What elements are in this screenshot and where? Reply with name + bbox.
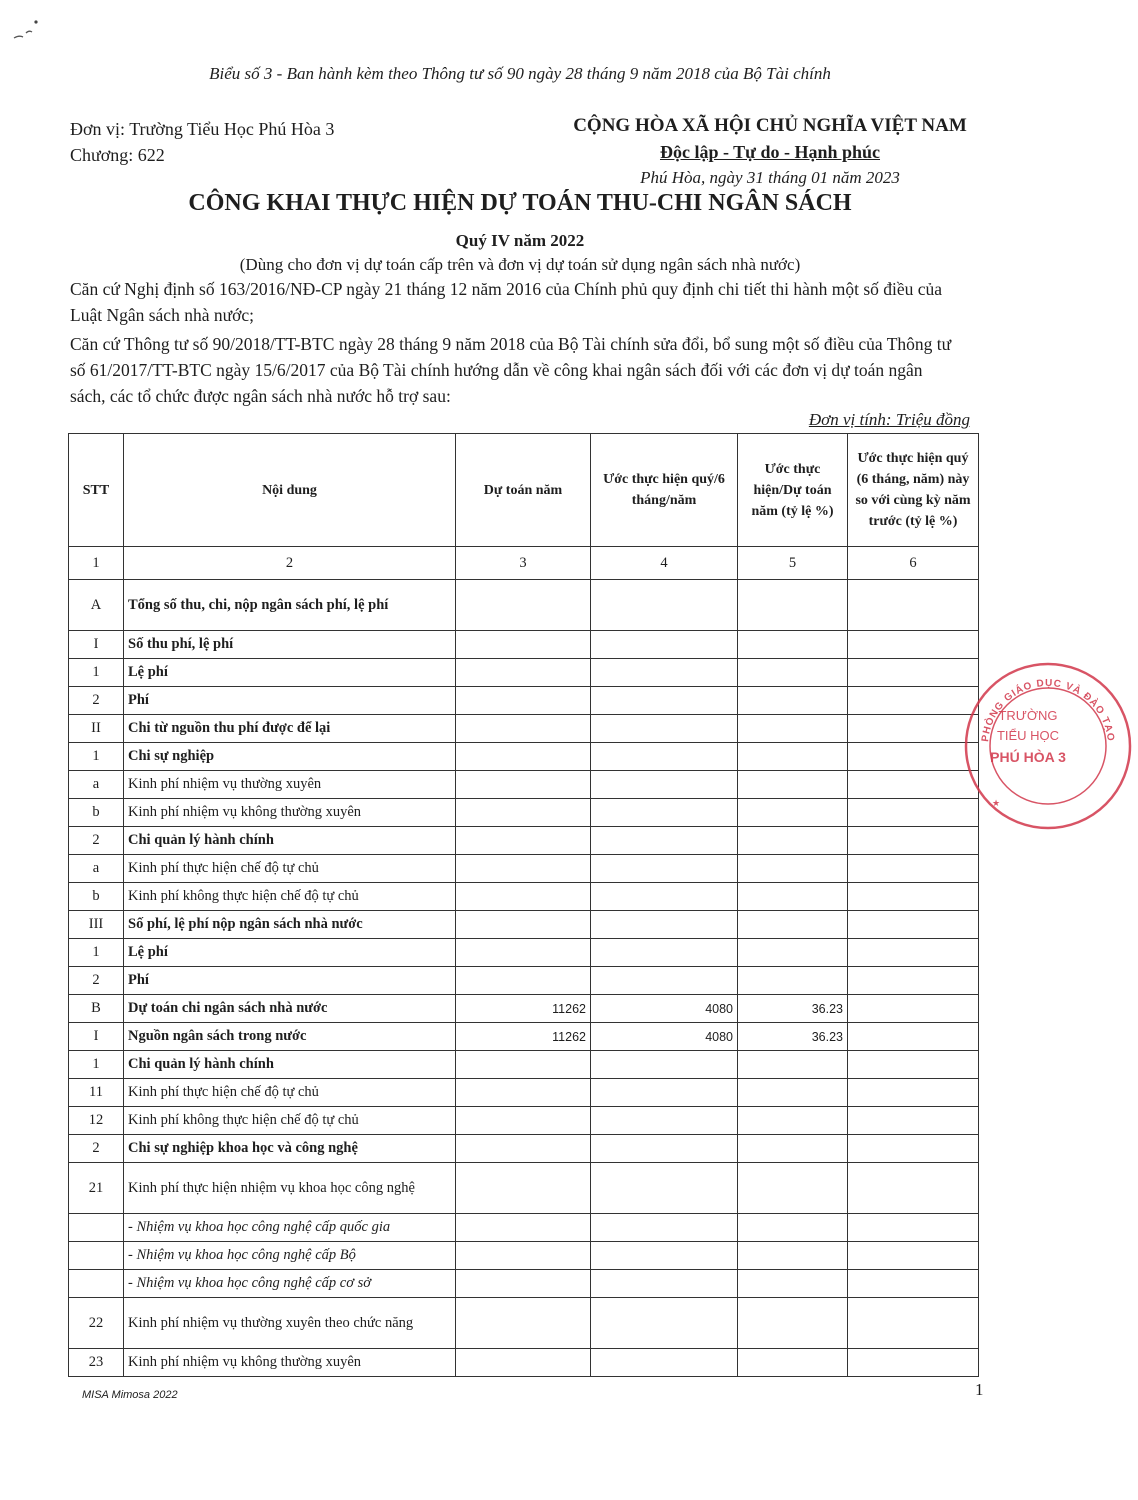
column-header: STT bbox=[69, 434, 124, 547]
estimated-execution-cell bbox=[591, 743, 738, 771]
legal-basis-2: Căn cứ Thông tư số 90/2018/TT-BTC ngày 28 tháng 9 năm 2018 của Bộ Tài chính sửa đổi, bổ sung một số điều của Thông tư số 61/2017/TT-BTC ngày 15/6/2017 của Bộ Tài chính hướng dẫn về công khai ngân sách đối với các đơn vị dự toán ngân sách, các tổ chức được ngân sách nhà nước hỗ trợ sau: bbox=[70, 334, 952, 406]
content-cell: Kinh phí nhiệm vụ thường xuyên theo chức năng bbox=[124, 1298, 456, 1349]
table-row bbox=[69, 1079, 979, 1107]
estimated-execution-cell bbox=[591, 1051, 738, 1079]
year-over-year-cell bbox=[848, 911, 979, 939]
estimated-execution-cell bbox=[591, 1135, 738, 1163]
stt-cell: 2 bbox=[69, 827, 124, 855]
estimated-execution-cell bbox=[591, 827, 738, 855]
execution-ratio-cell bbox=[738, 911, 848, 939]
table-row bbox=[69, 1214, 979, 1242]
execution-ratio-cell bbox=[738, 743, 848, 771]
year-over-year-cell bbox=[848, 967, 979, 995]
column-index: 6 bbox=[848, 547, 979, 580]
year-over-year-cell bbox=[848, 1270, 979, 1298]
content-cell: Phí bbox=[124, 967, 456, 995]
stt-cell: a bbox=[69, 855, 124, 883]
svg-text:PHÚ HÒA 3: PHÚ HÒA 3 bbox=[990, 749, 1066, 765]
table-row bbox=[69, 631, 979, 659]
document-date: Phú Hòa, ngày 31 tháng 01 năm 2023 bbox=[640, 168, 900, 187]
column-index: 2 bbox=[124, 547, 456, 580]
estimated-execution-cell bbox=[591, 659, 738, 687]
execution-ratio-cell bbox=[738, 967, 848, 995]
budget-table bbox=[68, 433, 979, 1377]
stt-cell: 11 bbox=[69, 1079, 124, 1107]
column-header: Ước thực hiện quý (6 tháng, năm) này so với cùng kỳ năm trước (tỷ lệ %) bbox=[848, 434, 979, 547]
estimated-execution-cell bbox=[591, 911, 738, 939]
content-cell: Kinh phí không thực hiện chế độ tự chủ bbox=[124, 1107, 456, 1135]
year-over-year-cell bbox=[848, 1079, 979, 1107]
year-over-year-cell bbox=[848, 1023, 979, 1051]
stt-cell: II bbox=[69, 715, 124, 743]
year-over-year-cell bbox=[848, 631, 979, 659]
annual-estimate-cell bbox=[456, 659, 591, 687]
svg-text:★: ★ bbox=[992, 798, 1001, 808]
year-over-year-cell bbox=[848, 1298, 979, 1349]
year-over-year-cell bbox=[848, 1051, 979, 1079]
content-cell: Lệ phí bbox=[124, 939, 456, 967]
stt-cell: III bbox=[69, 911, 124, 939]
software-brand: MISA Mimosa 2022 bbox=[82, 1389, 178, 1401]
svg-text:TIỂU HỌC: TIỂU HỌC bbox=[996, 728, 1060, 743]
stt-cell: 22 bbox=[69, 1298, 124, 1349]
year-over-year-cell bbox=[848, 995, 979, 1023]
execution-ratio-cell bbox=[738, 1107, 848, 1135]
column-header: Nội dung bbox=[124, 434, 456, 547]
content-cell: Số phí, lệ phí nộp ngân sách nhà nước bbox=[124, 911, 456, 939]
table-row bbox=[69, 883, 979, 911]
unit-name: Đơn vị: Trường Tiểu Học Phú Hòa 3 bbox=[70, 119, 335, 139]
content-cell: Kinh phí thực hiện nhiệm vụ khoa học công nghệ bbox=[124, 1163, 456, 1214]
table-row bbox=[69, 799, 979, 827]
execution-ratio-cell bbox=[738, 1135, 848, 1163]
estimated-execution-cell bbox=[591, 715, 738, 743]
estimated-execution-cell bbox=[591, 939, 738, 967]
table-row bbox=[69, 939, 979, 967]
table-row bbox=[69, 1135, 979, 1163]
annual-estimate-cell bbox=[456, 799, 591, 827]
table-row bbox=[69, 771, 979, 799]
stt-cell: 1 bbox=[69, 939, 124, 967]
currency-unit: Đơn vị tính: Triệu đồng bbox=[808, 410, 970, 429]
estimated-execution-cell bbox=[591, 580, 738, 631]
table-row bbox=[69, 855, 979, 883]
execution-ratio-cell bbox=[738, 1298, 848, 1349]
annual-estimate-cell bbox=[456, 580, 591, 631]
table-row bbox=[69, 743, 979, 771]
svg-text:PHÒNG GIÁO DỤC VÀ ĐÀO TẠO: PHÒNG GIÁO DỤC VÀ ĐÀO TẠO bbox=[980, 677, 1116, 743]
estimated-execution-cell: 4080 bbox=[591, 995, 738, 1023]
annual-estimate-cell bbox=[456, 1079, 591, 1107]
column-index: 4 bbox=[591, 547, 738, 580]
column-index-row bbox=[69, 547, 979, 580]
year-over-year-cell bbox=[848, 1163, 979, 1214]
content-cell: Chi quản lý hành chính bbox=[124, 1051, 456, 1079]
estimated-execution-cell bbox=[591, 1079, 738, 1107]
content-cell: Nguồn ngân sách trong nước bbox=[124, 1023, 456, 1051]
estimated-execution-cell bbox=[591, 1214, 738, 1242]
year-over-year-cell bbox=[848, 1242, 979, 1270]
table-body bbox=[69, 580, 979, 1377]
national-motto: Độc lập - Tự do - Hạnh phúc bbox=[659, 142, 881, 162]
execution-ratio-cell bbox=[738, 1270, 848, 1298]
annual-estimate-cell bbox=[456, 967, 591, 995]
estimated-execution-cell bbox=[591, 1270, 738, 1298]
table-row bbox=[69, 580, 979, 631]
column-header: Ước thực hiện quý/6 tháng/năm bbox=[591, 434, 738, 547]
official-seal bbox=[958, 656, 1138, 836]
table-row bbox=[69, 1242, 979, 1270]
execution-ratio-cell bbox=[738, 580, 848, 631]
national-header bbox=[520, 113, 1020, 191]
annual-estimate-cell bbox=[456, 855, 591, 883]
annual-estimate-cell bbox=[456, 1270, 591, 1298]
content-cell: Dự toán chi ngân sách nhà nước bbox=[124, 995, 456, 1023]
annual-estimate-cell bbox=[456, 1135, 591, 1163]
content-cell: - Nhiệm vụ khoa học công nghệ cấp cơ sở bbox=[124, 1270, 456, 1298]
table-row bbox=[69, 911, 979, 939]
execution-ratio-cell bbox=[738, 1242, 848, 1270]
annual-estimate-cell bbox=[456, 911, 591, 939]
stt-cell bbox=[69, 1270, 124, 1298]
annual-estimate-cell bbox=[456, 827, 591, 855]
content-cell: Kinh phí không thực hiện chế độ tự chủ bbox=[124, 883, 456, 911]
year-over-year-cell bbox=[848, 883, 979, 911]
annual-estimate-cell bbox=[456, 715, 591, 743]
table-row bbox=[69, 827, 979, 855]
execution-ratio-cell bbox=[738, 1051, 848, 1079]
estimated-execution-cell bbox=[591, 855, 738, 883]
estimated-execution-cell bbox=[591, 1349, 738, 1377]
content-cell: Phí bbox=[124, 687, 456, 715]
column-header: Dự toán năm bbox=[456, 434, 591, 547]
stt-cell bbox=[69, 1242, 124, 1270]
content-cell: Kinh phí nhiệm vụ không thường xuyên bbox=[124, 1349, 456, 1377]
table-row bbox=[69, 1298, 979, 1349]
legal-basis-1: Căn cứ Nghị định số 163/2016/NĐ-CP ngày 21 tháng 12 năm 2016 của Chính phủ quy định chi tiết thi hành một số điều của Luật Ngân sách nhà nước; bbox=[70, 279, 943, 325]
stt-cell: 2 bbox=[69, 1135, 124, 1163]
table-row bbox=[69, 1023, 979, 1051]
table-row bbox=[69, 659, 979, 687]
stt-cell: B bbox=[69, 995, 124, 1023]
table-row bbox=[69, 1270, 979, 1298]
execution-ratio-cell bbox=[738, 855, 848, 883]
estimated-execution-cell bbox=[591, 1163, 738, 1214]
execution-ratio-cell bbox=[738, 939, 848, 967]
execution-ratio-cell bbox=[738, 771, 848, 799]
column-index: 1 bbox=[69, 547, 124, 580]
table-row bbox=[69, 687, 979, 715]
stt-cell: 1 bbox=[69, 1051, 124, 1079]
annual-estimate-cell bbox=[456, 743, 591, 771]
regulation-note: Biểu số 3 - Ban hành kèm theo Thông tư số 90 ngày 28 tháng 9 năm 2018 của Bộ Tài chính bbox=[209, 64, 831, 83]
usage-note: (Dùng cho đơn vị dự toán cấp trên và đơn vị dự toán sử dụng ngân sách nhà nước) bbox=[239, 255, 801, 274]
year-over-year-cell bbox=[848, 580, 979, 631]
estimated-execution-cell bbox=[591, 631, 738, 659]
column-index: 5 bbox=[738, 547, 848, 580]
table-header-row bbox=[69, 434, 979, 547]
estimated-execution-cell bbox=[591, 1107, 738, 1135]
estimated-execution-cell bbox=[591, 967, 738, 995]
table-row bbox=[69, 715, 979, 743]
country-name: CỘNG HÒA XÃ HỘI CHỦ NGHĨA VIỆT NAM bbox=[573, 115, 967, 136]
execution-ratio-cell bbox=[738, 1079, 848, 1107]
table-row bbox=[69, 995, 979, 1023]
year-over-year-cell bbox=[848, 1214, 979, 1242]
content-cell: Kinh phí thực hiện chế độ tự chủ bbox=[124, 855, 456, 883]
table-row bbox=[69, 1051, 979, 1079]
column-index: 3 bbox=[456, 547, 591, 580]
table-row bbox=[69, 1349, 979, 1377]
content-cell: Chi từ nguồn thu phí được để lại bbox=[124, 715, 456, 743]
stt-cell: A bbox=[69, 580, 124, 631]
content-cell: Chi quản lý hành chính bbox=[124, 827, 456, 855]
report-period: Quý IV năm 2022 bbox=[455, 231, 585, 250]
unit-info bbox=[70, 116, 334, 168]
annual-estimate-cell bbox=[456, 1349, 591, 1377]
stt-cell: 21 bbox=[69, 1163, 124, 1214]
annual-estimate-cell bbox=[456, 1298, 591, 1349]
stt-cell: b bbox=[69, 883, 124, 911]
stt-cell: b bbox=[69, 799, 124, 827]
table-row bbox=[69, 1163, 979, 1214]
estimated-execution-cell bbox=[591, 771, 738, 799]
execution-ratio-cell bbox=[738, 715, 848, 743]
stt-cell: 12 bbox=[69, 1107, 124, 1135]
stt-cell: I bbox=[69, 631, 124, 659]
table-row bbox=[69, 1107, 979, 1135]
content-cell: Kinh phí thực hiện chế độ tự chủ bbox=[124, 1079, 456, 1107]
estimated-execution-cell: 4080 bbox=[591, 1023, 738, 1051]
year-over-year-cell bbox=[848, 1135, 979, 1163]
execution-ratio-cell: 36.23 bbox=[738, 1023, 848, 1051]
document-title: CÔNG KHAI THỰC HIỆN DỰ TOÁN THU-CHI NGÂN SÁCH bbox=[188, 190, 852, 216]
execution-ratio-cell: 36.23 bbox=[738, 995, 848, 1023]
execution-ratio-cell bbox=[738, 1163, 848, 1214]
content-cell: Chi sự nghiệp bbox=[124, 743, 456, 771]
annual-estimate-cell bbox=[456, 1242, 591, 1270]
content-cell: Số thu phí, lệ phí bbox=[124, 631, 456, 659]
stt-cell bbox=[69, 1214, 124, 1242]
estimated-execution-cell bbox=[591, 687, 738, 715]
annual-estimate-cell bbox=[456, 1107, 591, 1135]
year-over-year-cell bbox=[848, 855, 979, 883]
execution-ratio-cell bbox=[738, 883, 848, 911]
annual-estimate-cell bbox=[456, 939, 591, 967]
annual-estimate-cell: 11262 bbox=[456, 1023, 591, 1051]
stt-cell: 2 bbox=[69, 687, 124, 715]
estimated-execution-cell bbox=[591, 1242, 738, 1270]
execution-ratio-cell bbox=[738, 659, 848, 687]
stt-cell: I bbox=[69, 1023, 124, 1051]
year-over-year-cell bbox=[848, 939, 979, 967]
year-over-year-cell bbox=[848, 1349, 979, 1377]
execution-ratio-cell bbox=[738, 799, 848, 827]
annual-estimate-cell bbox=[456, 1214, 591, 1242]
stt-cell: 1 bbox=[69, 659, 124, 687]
execution-ratio-cell bbox=[738, 631, 848, 659]
execution-ratio-cell bbox=[738, 1214, 848, 1242]
table-row bbox=[69, 967, 979, 995]
annual-estimate-cell bbox=[456, 883, 591, 911]
content-cell: Lệ phí bbox=[124, 659, 456, 687]
stt-cell: a bbox=[69, 771, 124, 799]
content-cell: - Nhiệm vụ khoa học công nghệ cấp quốc gia bbox=[124, 1214, 456, 1242]
execution-ratio-cell bbox=[738, 1349, 848, 1377]
stt-cell: 1 bbox=[69, 743, 124, 771]
estimated-execution-cell bbox=[591, 799, 738, 827]
stt-cell: 23 bbox=[69, 1349, 124, 1377]
annual-estimate-cell bbox=[456, 771, 591, 799]
stt-cell: 2 bbox=[69, 967, 124, 995]
column-header: Ước thực hiện/Dự toán năm (tỷ lệ %) bbox=[738, 434, 848, 547]
execution-ratio-cell bbox=[738, 827, 848, 855]
content-cell: Tổng số thu, chi, nộp ngân sách phí, lệ phí bbox=[124, 580, 456, 631]
execution-ratio-cell bbox=[738, 687, 848, 715]
annual-estimate-cell: 11262 bbox=[456, 995, 591, 1023]
page-number: 1 bbox=[975, 1380, 984, 1399]
annual-estimate-cell bbox=[456, 631, 591, 659]
svg-text:TRƯỜNG: TRƯỜNG bbox=[998, 708, 1058, 723]
year-over-year-cell bbox=[848, 1107, 979, 1135]
content-cell: - Nhiệm vụ khoa học công nghệ cấp Bộ bbox=[124, 1242, 456, 1270]
annual-estimate-cell bbox=[456, 687, 591, 715]
content-cell: Chi sự nghiệp khoa học và công nghệ bbox=[124, 1135, 456, 1163]
estimated-execution-cell bbox=[591, 1298, 738, 1349]
content-cell: Kinh phí nhiệm vụ thường xuyên bbox=[124, 771, 456, 799]
estimated-execution-cell bbox=[591, 883, 738, 911]
annual-estimate-cell bbox=[456, 1051, 591, 1079]
pen-mark-icon bbox=[10, 18, 40, 48]
annual-estimate-cell bbox=[456, 1163, 591, 1214]
unit-chapter: Chương: 622 bbox=[70, 145, 165, 165]
content-cell: Kinh phí nhiệm vụ không thường xuyên bbox=[124, 799, 456, 827]
